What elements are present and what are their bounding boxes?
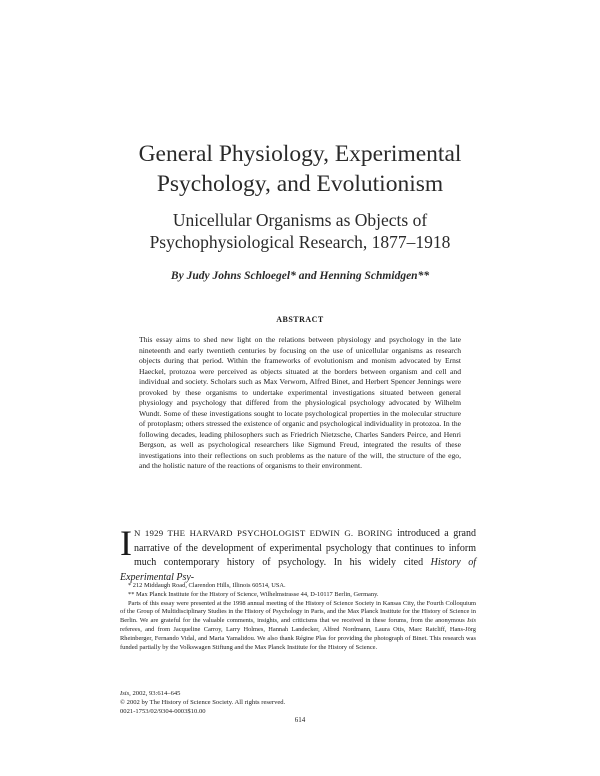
intro-small-caps: N 1929 THE HARVARD PSYCHOLOGIST EDWIN G. BORING — [134, 528, 393, 538]
subtitle-line-2: Psychophysiological Research, 1877–1918 — [149, 232, 451, 252]
title-line-1: General Physiology, Experimental — [138, 141, 462, 167]
page-number: 614 — [294, 716, 306, 724]
copyright-line: © 2002 by The History of Science Society. All rights reserved. — [120, 699, 286, 706]
footnote-author-1: * 212 Middaugh Road, Clarendon Hills, Illinois 60514, USA. — [128, 582, 286, 589]
ack-italic: Isis — [467, 617, 476, 625]
ack-text-b: referees, and from Jacqueline Carroy, Larry Holmes, Hannah Landecker, Alfred Nordmann, Laura Otis, Marc Ratcliff, Hans-Jörg Rheinberger, Fernando Vidal, and Maria Yamalidou. We also thank Régine Plas for providing the photograph of Binet. This research was funded partially by the Volkswagen Stiftung and the Max Planck Institute for the History of Science. — [120, 625, 476, 651]
drop-cap: I — [120, 523, 132, 563]
publication-info — [120, 689, 420, 716]
footnote-acknowledgments — [120, 600, 476, 653]
article-authors: By Judy Johns Schloegel* and Henning Schmidgen** — [170, 270, 430, 282]
footnotes — [120, 582, 476, 652]
intro-text: introduced a grand narrative of the development of experimental psychology that continues to inform much contemporary history of psychology. In his widely cited — [134, 528, 476, 568]
intro-paragraph — [120, 523, 477, 585]
issn-line: 0021-1753/02/9304-0003$10.00 — [120, 708, 206, 715]
abstract-text: This essay aims to shed new light on the relations between physiology and psychology in the late nineteenth and early twentieth centuries by focusing on the use of unicellular organisms as research objects during that period. Within the frameworks of evolutionism and monism advocated by Ernst Haeckel, protozoa were perceived as objects situated at the borders between organism and cell and individual and society. Scholars such as Max Verworn, Alfred Binet, and Herbert Spencer Jennings were provoked by these organisms to undertake experimental investigations situated between general physiology and psychology that differed from the physiological psychology advocated by Wilhelm Wundt. Some of these investigations sought to locate psychological properties in the molecular structure of protoplasm; others stressed the existence of organic and psychological individuality in protozoa. In the following decades, leading philosophers such as Friedrich Nietzsche, Charles Sanders Peirce, and Henri Bergson, as well as psychological researchers like Sigmund Freud, integrated the results of these investigations into their reflections on such problems as the nature of the will, the structure of the ego, and the holistic nature of the reactions of organisms to their environment. — [139, 335, 461, 470]
title-line-2: Psychology, and Evolutionism — [156, 171, 444, 197]
citation-line — [120, 689, 420, 698]
citation-text: , 2002, 93:614–645 — [129, 690, 181, 697]
ack-text-a: Parts of this essay were presented at the 1998 annual meeting of the History of Science Society in Kansas City, the Fourth Colloquium of the Group of Multidisciplinary Studies in the History of Psychology in Paris, and the Max Planck Institute for the History of Science in Berlin. We are grateful for the valuable comments, insights, and criticisms that we received in these forums, from the anonymous — [120, 599, 476, 625]
article-title — [60, 139, 540, 199]
article-subtitle — [60, 209, 540, 253]
footnote-author-2: ** Max Planck Institute for the History of Science, Wilhelmstrasse 44, D-10117 Berlin, Germany. — [128, 590, 379, 598]
intro-italic-title: History of Experimental Psy- — [120, 557, 477, 583]
abstract-heading: ABSTRACT — [276, 315, 324, 324]
subtitle-line-1: Unicellular Organisms as Objects of — [172, 210, 428, 230]
journal-name: Isis — [120, 690, 130, 697]
